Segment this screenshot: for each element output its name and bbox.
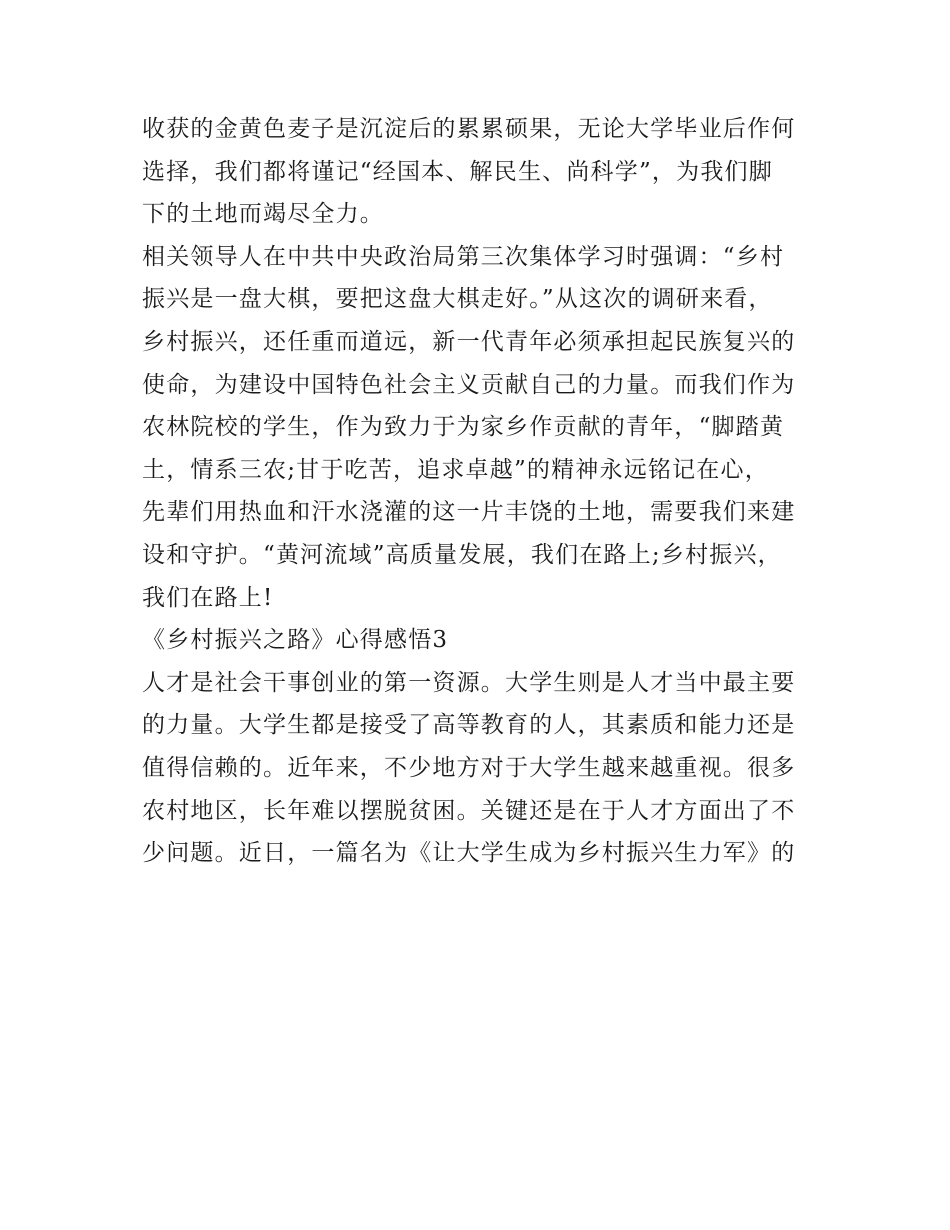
text-line: 设和守护。“黄河流域”高质量发展，我们在路上;乡村振兴， (142, 541, 782, 568)
text-line: 人才是社会干事创业的第一资源。大学生则是人才当中最主要 (142, 669, 796, 696)
text-line: 相关领导人在中共中央政治局第三次集体学习时强调：“乡村 (142, 243, 785, 270)
text-line: 少问题。近日，一篇名为《让大学生成为乡村振兴生力军》的 (142, 840, 796, 867)
section-heading: 《乡村振兴之路》心得感悟3 (142, 627, 449, 654)
document-body (142, 108, 822, 875)
text-line: 下的土地而竭尽全力。 (142, 201, 384, 228)
text-line: 的力量。大学生都是接受了高等教育的人，其素质和能力还是 (142, 712, 796, 739)
text-line: 收获的金黄色麦子是沉淀后的累累硕果，无论大学毕业后作何 (142, 116, 796, 142)
text-line: 农村地区，长年难以摆脱贫困。关键还是在于人才方面出了不 (142, 797, 796, 824)
text-line: 先辈们用热血和汗水浇灌的这一片丰饶的土地，需要我们来建 (142, 499, 796, 526)
text-line: 值得信赖的。近年来，不少地方对于大学生越来越重视。很多 (142, 754, 796, 781)
text-line: 土，情系三农;甘于吃苦，追求卓越”的精神永远铭记在心， (142, 456, 769, 483)
text-line: 选择，我们都将谨记“经国本、解民生、尚科学”，为我们脚 (142, 158, 773, 185)
text-line: 乡村振兴，还任重而道远，新一代青年必须承担起民族复兴的 (142, 328, 796, 355)
text-line: 振兴是一盘大棋，要把这盘大棋走好。”从这次的调研来看， (142, 286, 773, 313)
text-line: 农林院校的学生，作为致力于为家乡作贡献的青年，“脚踏黄 (142, 414, 785, 441)
text-line: 我们在路上! (142, 584, 274, 611)
text-line: 使命，为建设中国特色社会主义贡献自己的力量。而我们作为 (142, 371, 796, 398)
